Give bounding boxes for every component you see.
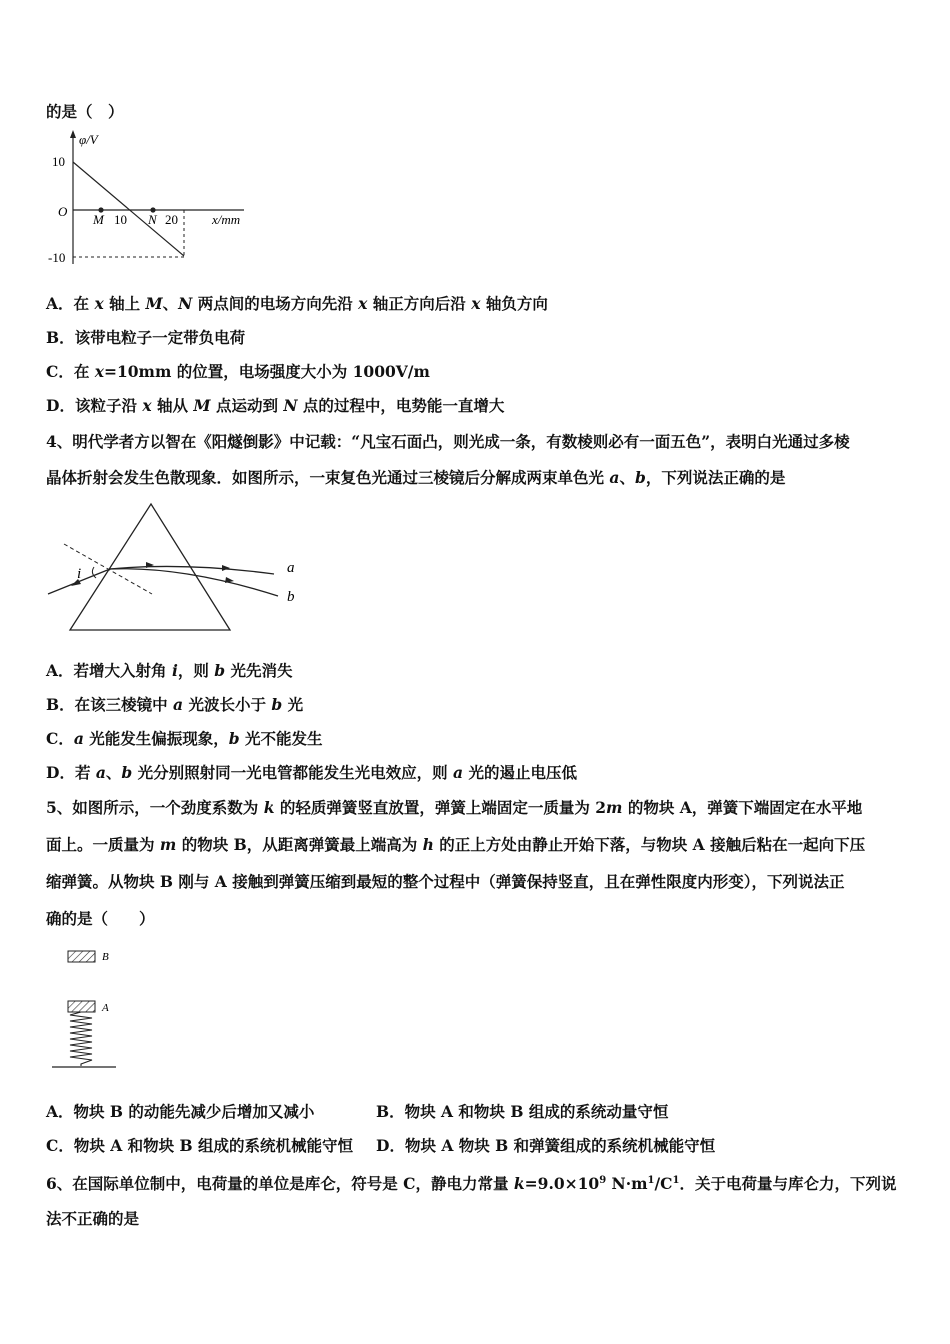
q3-option-a: A．在 x 轴上 M、N 两点间的电场方向先沿 x 轴正方向后沿 x 轴负方向 <box>46 294 548 313</box>
m-label: M <box>93 212 104 227</box>
ray-arrow-2 <box>222 565 230 571</box>
prism-figure <box>44 496 314 636</box>
q4-option-a: A．若增大入射角 i，则 b 光先消失 <box>46 661 293 680</box>
q3-option-b: B．该带电粒子一定带负电荷 <box>46 328 246 347</box>
q5-option-d: D．物块 A 物块 B 和弹簧组成的系统机械能守恒 <box>376 1136 716 1155</box>
q4-stem-line1: 4、明代学者方以智在《阳燧倒影》中记载：“凡宝石面凸，则光成一条，有数棱则必有一面五色”，表明白光通过多棱 <box>46 432 850 451</box>
block-b-label: B <box>102 951 109 963</box>
ray-b-label: b <box>287 589 295 605</box>
y-pos-tick: 10 <box>52 154 65 169</box>
q5-stem-line4: 确的是（ ） <box>46 909 155 928</box>
q5-stem-line2: 面上。一质量为 m 的物块 B，从距离弹簧最上端高为 h 的正上方处由静止开始下落，与物块 A 接触后粘在一起向下压 <box>46 835 866 854</box>
block-a-label: A <box>102 1002 109 1014</box>
x-label: x/mm <box>212 212 241 227</box>
q6-stem-line2: 法不正确的是 <box>46 1209 140 1228</box>
q4-option-b: B．在该三棱镜中 a 光波长小于 b 光 <box>46 695 304 714</box>
q5-option-a: A．物块 B 的动能先减少后增加又减小 <box>46 1102 315 1121</box>
potential-line <box>73 162 184 256</box>
block-a <box>68 1001 95 1012</box>
origin-label: O <box>58 204 68 219</box>
angle-i-label: i <box>77 566 82 582</box>
q3-stem-tail: 的是（ ） <box>46 102 124 121</box>
spring <box>70 1012 92 1066</box>
q5-option-b: B．物块 A 和物块 B 组成的系统动量守恒 <box>376 1102 669 1121</box>
q6-stem-line1: 6、在国际单位制中，电荷量的单位是库仑，符号是 C，静电力常量 $k=9.0\times 10^9$ $N\cdot m^1/C^1$．关于电荷量与库仑力，下列说 <box>46 1174 897 1194</box>
block-b <box>68 951 95 962</box>
x-tick-10: 10 <box>114 212 127 227</box>
x-tick-20: 20 <box>165 212 178 227</box>
ray-a-label: a <box>287 560 295 576</box>
q5-option-c: C．物块 A 和物块 B 组成的系统机械能守恒 <box>46 1136 354 1155</box>
y-neg-tick: -10 <box>48 250 66 265</box>
spring-figure <box>44 940 164 1074</box>
y-axis-arrow <box>70 130 76 138</box>
q3-option-c: C．在 x=10mm 的位置，电场强度大小为 1000V/m <box>46 362 430 381</box>
q3-option-d: D．该粒子沿 x 轴从 M 点运动到 N 点的过程中，电势能一直增大 <box>46 396 505 415</box>
q5-stem-line1: 5、如图所示，一个劲度系数为 k 的轻质弹簧竖直放置，弹簧上端固定一质量为 2m 的物块 A，弹簧下端固定在水平地 <box>46 798 863 817</box>
q4-option-c: C．a 光能发生偏振现象，b 光不能发生 <box>46 729 323 748</box>
q5-stem-line3: 缩弹簧。从物块 B 刚与 A 接触到弹簧压缩到最短的整个过程中（弹簧保持竖直，且在弹性限度内形变），下列说法正 <box>46 872 845 891</box>
potential-graph <box>44 128 274 268</box>
q4-option-d: D．若 a、b 光分别照射同一光电管都能发生光电效应，则 a 光的遏止电压低 <box>46 763 577 782</box>
q4-stem-line2: 晶体折射会发生色散现象．如图所示，一束复色光通过三棱镜后分解成两束单色光 a、b，下列说法正确的是 <box>46 468 786 487</box>
n-label: N <box>148 212 157 227</box>
y-label: φ/V <box>79 132 98 147</box>
